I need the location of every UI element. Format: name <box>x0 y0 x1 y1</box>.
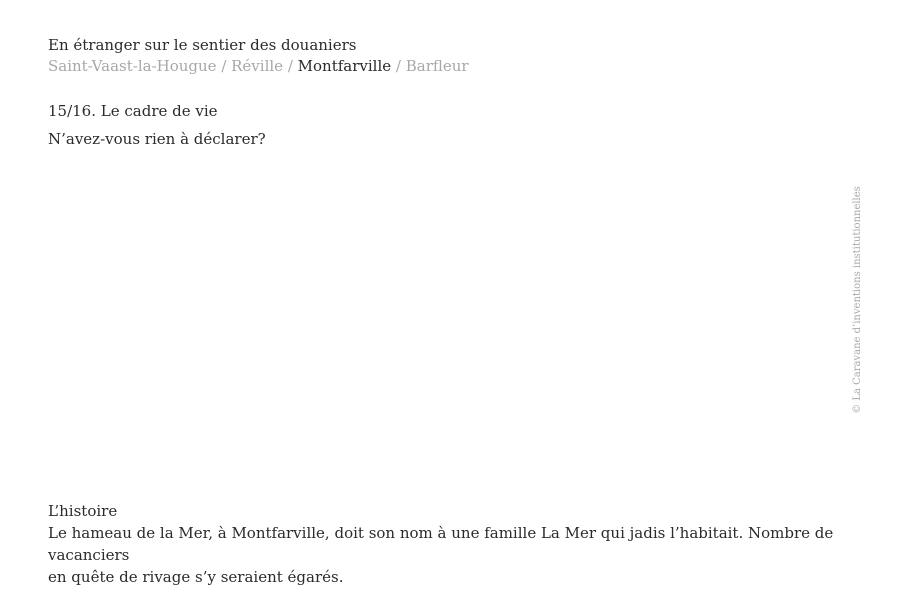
section-title: 15/16. Le cadre de vie <box>48 102 218 120</box>
breadcrumb-separator: / <box>283 57 298 75</box>
breadcrumb-separator: / <box>391 57 406 75</box>
breadcrumb-item-reville[interactable]: Réville <box>231 57 284 75</box>
history-heading: L’histoire <box>48 502 118 520</box>
series-title: En étranger sur le sentier des douaniers <box>48 36 357 54</box>
copyright-credit: © La Caravane d’inventions institutionnelles <box>852 186 863 414</box>
breadcrumb-item-saint-vaast[interactable]: Saint-Vaast-la-Hougue <box>48 57 217 75</box>
breadcrumb-item-barfleur[interactable]: Barfleur <box>405 57 469 75</box>
history-text <box>48 522 860 588</box>
history-text-line-2: en quête de rivage s’y seraient égarés. <box>48 568 344 586</box>
history-text-line-1: Le hameau de la Mer, à Montfarville, doit son nom à une famille La Mer qui jadis l’habitait. Nombre de vacanciers <box>48 524 834 564</box>
breadcrumb <box>48 56 469 76</box>
breadcrumb-item-montfarville-current: Montfarville <box>297 57 392 75</box>
breadcrumb-separator: / <box>216 57 232 75</box>
section-subtitle: N’avez-vous rien à déclarer? <box>48 130 266 148</box>
